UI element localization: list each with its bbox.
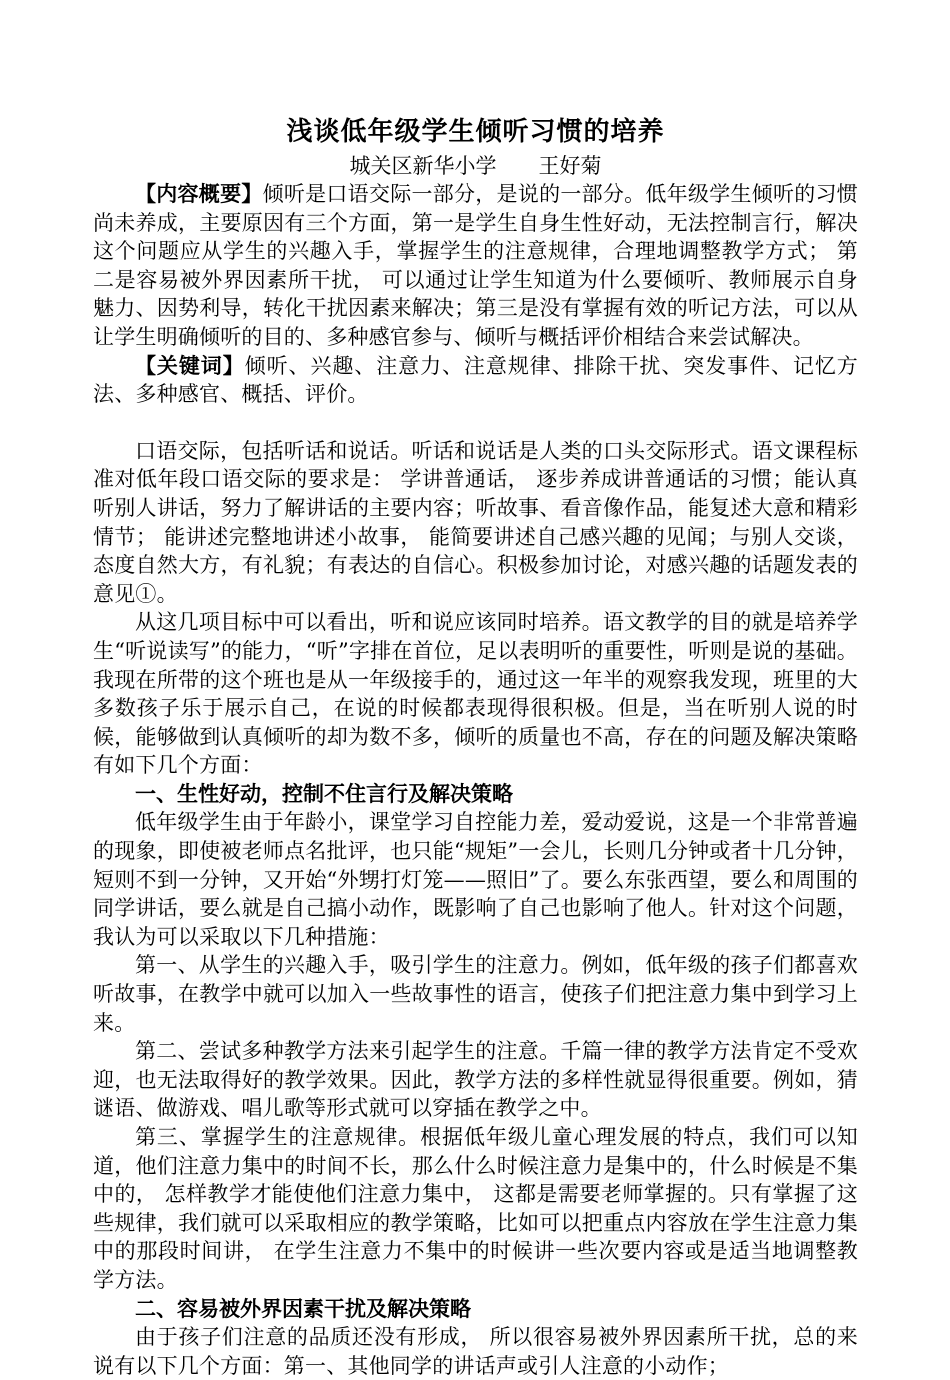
body-paragraph-1: 口语交际，包括听话和说话。听话和说话是人类的口头交际形式。语文课程标准对低年段口语交际的要求是： 学讲普通话， 逐步养成讲普通话的习惯；能认真听别人讲话，努力了解讲话的主要内容；听故事、看音像作品，能复述大意和精彩情节； 能讲述完整地讲述小故事， 能简要讲述自己感兴趣的见闻；与别人交谈，态度自然大方，有礼貌；有表达的自信心。积极参加讨论，对感兴趣的话题发表的意见①。 [93, 438, 858, 606]
section-2-heading: 二、容易被外界因素干扰及解决策略 [135, 1296, 471, 1321]
section-1-paragraph-3: 第二、尝试多种教学方法来引起学生的注意。千篇一律的教学方法肯定不受欢迎，也无法取得好的教学效果。因此，教学方法的多样性就显得很重要。例如，猜谜语、做游戏、唱儿歌等形式就可以穿插在教学之中。 [93, 1039, 858, 1121]
byline-school: 城关区新华小学 [349, 154, 497, 178]
byline-author: 王好菊 [538, 154, 602, 178]
section-1-heading: 一、生性好动，控制不住言行及解决策略 [135, 781, 513, 806]
section-1-paragraph-2: 第一、从学生的兴趣入手，吸引学生的注意力。例如，低年级的孩子们都喜欢听故事，在教学中就可以加入一些故事性的语言，使孩子们把注意力集中到学习上来。 [93, 953, 858, 1035]
document-title: 浅谈低年级学生倾听习惯的培养 [286, 117, 665, 147]
abstract-text: 倾听是口语交际一部分，是说的一部分。低年级学生倾听的习惯尚未养成，主要原因有三个方面，第一是学生自身生性好动，无法控制言行，解决这个问题应从学生的兴趣入手，掌握学生的注意规律，合理地调整教学方式； 第二是容易被外界因素所干扰， 可以通过让学生知道为什么要倾听、教师展示自身魅力、因势利导，转化干扰因素来解决；第三是没有掌握有效的听记方法，可以从让学生明确倾听的目的、多种感官参与、倾听与概括评价相结合来尝试解决。 [93, 182, 858, 349]
section-1-paragraph-1: 低年级学生由于年龄小，课堂学习自控能力差，爱动爱说，这是一个非常普遍的现象，即使被老师点名批评，也只能“规矩”一会儿，长则几分钟或者十几分钟，短则不到一分钟，又开始“外甥打灯笼——照旧”了。要么东张西望，要么和周围的同学讲话，要么就是自己搞小动作，既影响了自己也影响了他人。针对这个问题，我认为可以采取以下几种措施： [93, 810, 858, 949]
section-2-paragraph-1: 由于孩子们注意的品质还没有形成， 所以很容易被外界因素所干扰，总的来说有以下几个方面：第一、其他同学的讲话声或引人注意的小动作； [93, 1325, 858, 1378]
keywords-label: 【关键词】 [135, 352, 245, 378]
keywords-text: 倾听、兴趣、注意力、注意规律、排除干扰、突发事件、记忆方法、多种感官、概括、评价。 [93, 353, 858, 407]
byline [93, 152, 858, 180]
section-1-paragraph-4: 第三、掌握学生的注意规律。根据低年级儿童心理发展的特点，我们可以知道，他们注意力集中的时间不长，那么什么时候注意力是集中的，什么时候是不集中的， 怎样教学才能使他们注意力集中， 这都是需要老师掌握的。只有掌握了这些规律，我们就可以采取相应的教学策略，比如可以把重点内容放在学生注意力集中的那段时间讲， 在学生注意力不集中的时候讲一些次要内容或是适当地调整教学方法。 [93, 1125, 858, 1292]
keywords-paragraph [93, 352, 858, 409]
abstract-label: 【内容概要】 [135, 181, 263, 206]
abstract-paragraph [93, 180, 858, 352]
blank-line [93, 409, 858, 437]
body-paragraph-2: 从这几项目标中可以看出，听和说应该同时培养。语文教学的目的就是培养学生“听说读写”的能力，“听”字排在首位，足以表明听的重要性，听则是说的基础。我现在所带的这个班也是从一年级接手的，通过这一年半的观察我发现，班里的大多数孩子乐于展示自己，在说的时候都表现得很积极。但是，当在听别人说的时候，能够做到认真倾听的却为数不多，倾听的质量也不高，存在的问题及解决策略有如下几个方面： [93, 610, 858, 778]
